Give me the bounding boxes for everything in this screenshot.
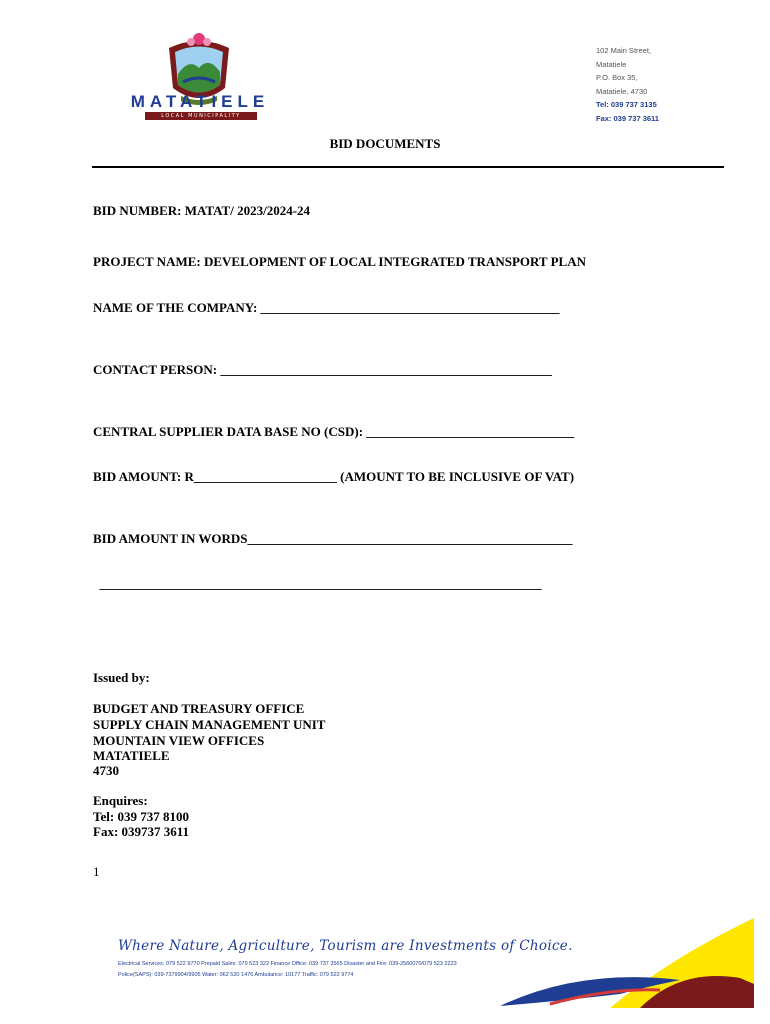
address-fax: Fax: 039 737 3611 [596, 113, 659, 123]
project-name: PROJECT NAME: DEVELOPMENT OF LOCAL INTEGRATED TRANSPORT PLAN [93, 254, 587, 269]
address-line: Matatiele, 4730 [596, 86, 648, 96]
page-title: BID DOCUMENTS [329, 136, 441, 151]
enquiries-label: Enquires: [93, 793, 148, 808]
address-line: P.O. Box 35, [596, 73, 638, 83]
address-line: Matatiele [596, 59, 627, 69]
company-name-field[interactable]: NAME OF THE COMPANY: ______________________________________________ [93, 300, 560, 315]
enquiries-fax: Fax: 039737 3611 [93, 824, 190, 839]
address-line: 102 Main Street, [596, 46, 652, 55]
bid-amount-field[interactable]: BID AMOUNT: R______________________ (AMOUNT TO BE INCLUSIVE OF VAT) [93, 469, 575, 484]
issued-line: MOUNTAIN VIEW OFFICES [93, 733, 265, 748]
logo-subtext: LOCAL MUNICIPALITY [145, 112, 257, 120]
issued-line: BUDGET AND TREASURY OFFICE [93, 701, 305, 716]
logo-wordmark: MATATIELE [130, 92, 270, 111]
contact-person-field[interactable]: CONTACT PERSON: ___________________________________________________ [93, 362, 552, 377]
footer-contacts: Electrical Services: 079 522 9770 Prepaid Sales: 079 523 322 Finance Office: 039 737 3565 Disaster and Fire: 039-2560070/079 523 2223 [118, 961, 457, 967]
title-divider [92, 166, 724, 168]
address-block [596, 44, 659, 126]
issued-line: SUPPLY CHAIN MANAGEMENT UNIT [93, 717, 326, 732]
bid-amount-words-line2[interactable]: ____________________________________________________________________ [93, 576, 542, 591]
issued-by-label: Issued by: [93, 670, 150, 685]
bid-amount-words-field[interactable]: BID AMOUNT IN WORDS__________________________________________________ [93, 531, 573, 546]
issued-line: MATATIELE [93, 748, 170, 763]
csd-number-field[interactable]: CENTRAL SUPPLIER DATA BASE NO (CSD): ________________________________ [93, 424, 575, 439]
address-tel: Tel: 039 737 3135 [596, 100, 657, 110]
bid-number: BID NUMBER: MATAT/ 2023/2024-24 [93, 203, 311, 218]
enquiries-tel: Tel: 039 737 8100 [93, 809, 189, 824]
page-number: 1 [93, 864, 100, 879]
municipality-logo [105, 30, 295, 125]
footer-contacts: Police(SAPS): 039-7379904/9905 Water: 062 520 1476 Ambulance: 10177 Traffic: 079 522 9774 [118, 972, 354, 978]
footer-tagline: Where Nature, Agriculture, Tourism are Investments of Choice. [118, 938, 573, 954]
footer-swoosh-graphic [490, 918, 754, 1008]
issued-line: 4730 [93, 763, 119, 778]
